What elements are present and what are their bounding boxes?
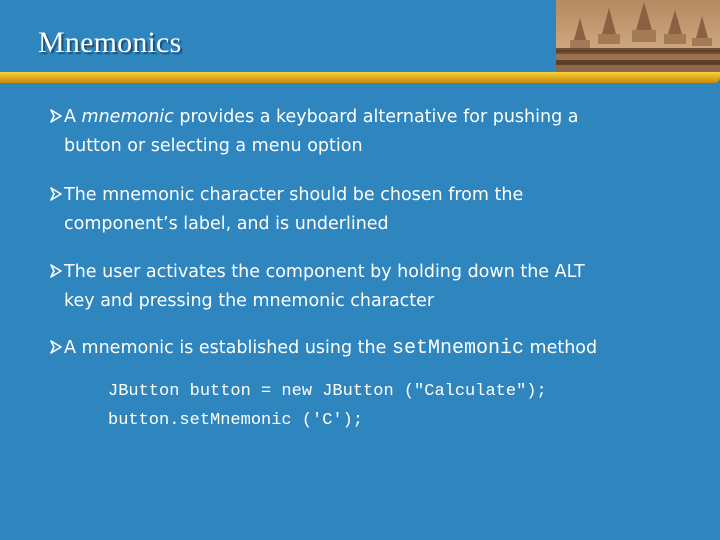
bullet-text: The user activates the component by holding down the ALT bbox=[64, 262, 585, 282]
inline-code: setMnemonic bbox=[391, 337, 524, 360]
code-block bbox=[108, 377, 547, 435]
bullet-text: component’s label, and is underlined bbox=[64, 214, 389, 234]
emphasis-term: mnemonic bbox=[81, 107, 174, 127]
bullet-text: button or selecting a menu option bbox=[64, 136, 363, 156]
arrowhead-bullet-icon bbox=[50, 334, 62, 354]
slide-title: Mnemonics bbox=[38, 26, 182, 59]
code-line: JButton button = new JButton ("Calculate"); bbox=[108, 382, 547, 401]
bullet-item bbox=[52, 181, 523, 239]
bullet-text: key and pressing the mnemonic character bbox=[64, 291, 435, 311]
bullet-item bbox=[52, 334, 597, 363]
title-underline-bar bbox=[0, 72, 720, 83]
arrowhead-bullet-icon bbox=[50, 103, 62, 123]
bullet-text: The mnemonic character should be chosen from the bbox=[64, 185, 524, 205]
temple-photo bbox=[556, 0, 720, 72]
bullet-text: A bbox=[64, 107, 82, 127]
bullet-text: method bbox=[523, 338, 598, 358]
code-line: button.setMnemonic ('C'); bbox=[108, 411, 364, 430]
bullet-text: provides a keyboard alternative for pushing a bbox=[173, 107, 579, 127]
bullet-item bbox=[52, 258, 585, 316]
bullet-item bbox=[52, 103, 578, 161]
bullet-text: A mnemonic is established using the bbox=[64, 338, 392, 358]
arrowhead-bullet-icon bbox=[50, 181, 62, 201]
arrowhead-bullet-icon bbox=[50, 258, 62, 278]
